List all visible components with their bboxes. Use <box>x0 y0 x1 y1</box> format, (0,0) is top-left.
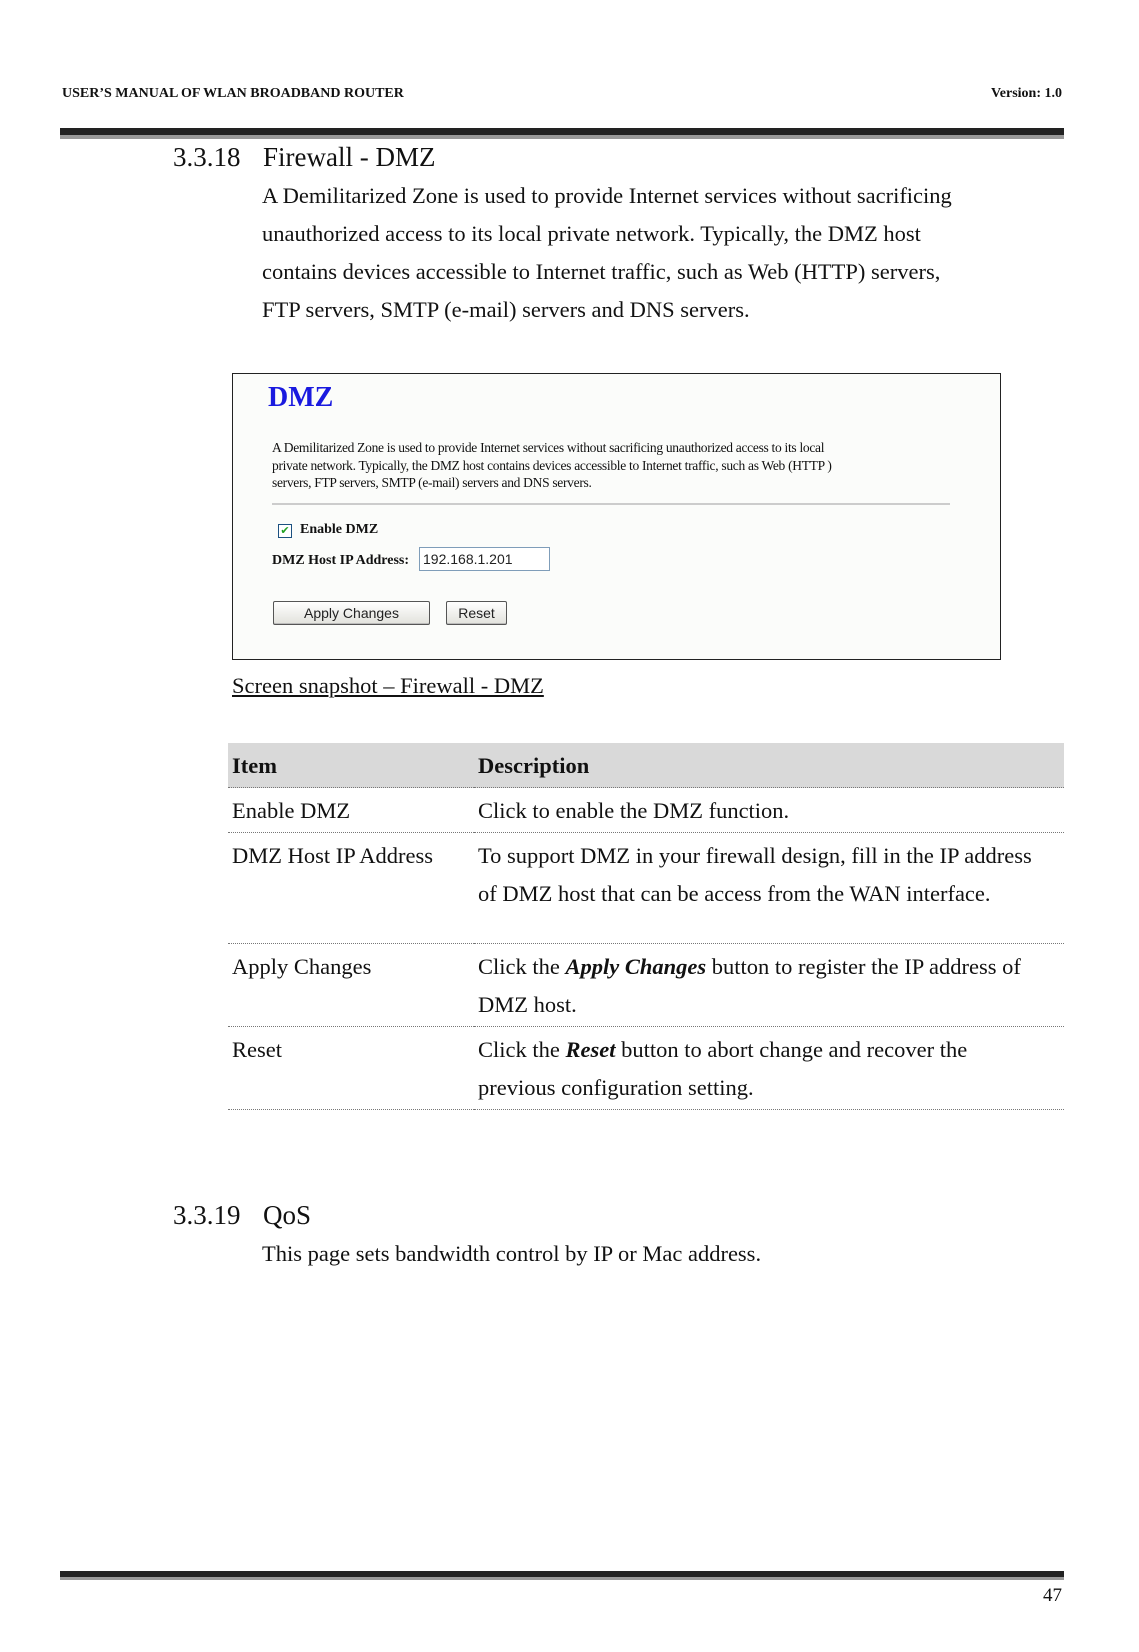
intro-line: unauthorized access to its local private network. Typically, the DMZ host <box>262 221 921 246</box>
dmz-screenshot <box>232 373 1001 660</box>
section-number: 3.3.18 <box>173 142 241 172</box>
section-title: Firewall - DMZ <box>263 142 436 172</box>
ip-label: DMZ Host IP Address: <box>272 553 410 568</box>
row-item: Apply Changes <box>228 944 474 1027</box>
section-text: This page sets bandwidth control by IP or Mac address. <box>262 1241 762 1266</box>
intro-line: A Demilitarized Zone is used to provide Internet services without sacrificing <box>262 183 952 208</box>
desc-text: button to abort change and recover the previous configuration setting. <box>478 1037 968 1100</box>
page-number: 47 <box>1043 1585 1062 1606</box>
desc-text: Click the <box>478 1037 566 1062</box>
row-item: DMZ Host IP Address <box>228 833 474 944</box>
header-title: USER’S MANUAL OF WLAN BROADBAND ROUTER <box>62 86 404 101</box>
desc-emphasis: Reset <box>565 1037 616 1062</box>
dmz-page-title: DMZ <box>268 382 334 413</box>
header-item: Item <box>228 743 474 788</box>
row-desc <box>474 944 1064 1027</box>
table-row <box>228 1027 1064 1110</box>
divider <box>272 503 950 505</box>
apply-changes-button[interactable]: Apply Changes <box>273 601 430 625</box>
table-header <box>228 743 1064 788</box>
description-table <box>228 743 1064 1110</box>
header-version: Version: 1.0 <box>990 86 1062 101</box>
desc-emphasis: Apply Changes <box>565 954 707 979</box>
row-item: Enable DMZ <box>228 788 474 833</box>
enable-dmz-checkbox[interactable]: ✔ <box>278 524 292 538</box>
desc-text: Click the <box>478 954 566 979</box>
dmz-description <box>272 439 832 492</box>
row-desc: Click to enable the DMZ function. <box>474 788 1064 833</box>
footer-rule-shadow <box>60 1577 1064 1580</box>
desc-line: A Demilitarized Zone is used to provide Internet services without sacrificing unauthorized access to its local <box>272 440 825 455</box>
row-item: Reset <box>228 1027 474 1110</box>
header-rule <box>60 128 1064 135</box>
row-desc <box>474 1027 1064 1110</box>
table-row <box>228 944 1064 1027</box>
enable-dmz-label: Enable DMZ <box>300 522 379 537</box>
section-title: QoS <box>263 1200 312 1230</box>
table-row <box>228 788 1064 833</box>
section-number: 3.3.19 <box>173 1200 241 1230</box>
header-rule-shadow <box>60 135 1064 139</box>
section-intro <box>262 177 952 329</box>
dmz-host-ip-input[interactable]: 192.168.1.201 <box>419 547 550 571</box>
reset-button[interactable]: Reset <box>446 601 507 625</box>
desc-text: button to register the IP address of DMZ host. <box>478 954 1021 1017</box>
table-row <box>228 833 1064 944</box>
header-description: Description <box>474 743 1064 788</box>
intro-line: FTP servers, SMTP (e-mail) servers and DNS servers. <box>262 297 750 322</box>
figure-caption: Screen snapshot – Firewall - DMZ <box>232 673 544 698</box>
intro-line: contains devices accessible to Internet traffic, such as Web (HTTP) servers, <box>262 259 941 284</box>
desc-line: private network. Typically, the DMZ host contains devices accessible to Internet traffic, such as Web (HTTP ) <box>272 457 832 473</box>
row-desc: To support DMZ in your firewall design, fill in the IP address of DMZ host that can be access from the WAN interface. <box>474 833 1064 944</box>
desc-line: servers, FTP servers, SMTP (e-mail) servers and DNS servers. <box>272 475 592 490</box>
